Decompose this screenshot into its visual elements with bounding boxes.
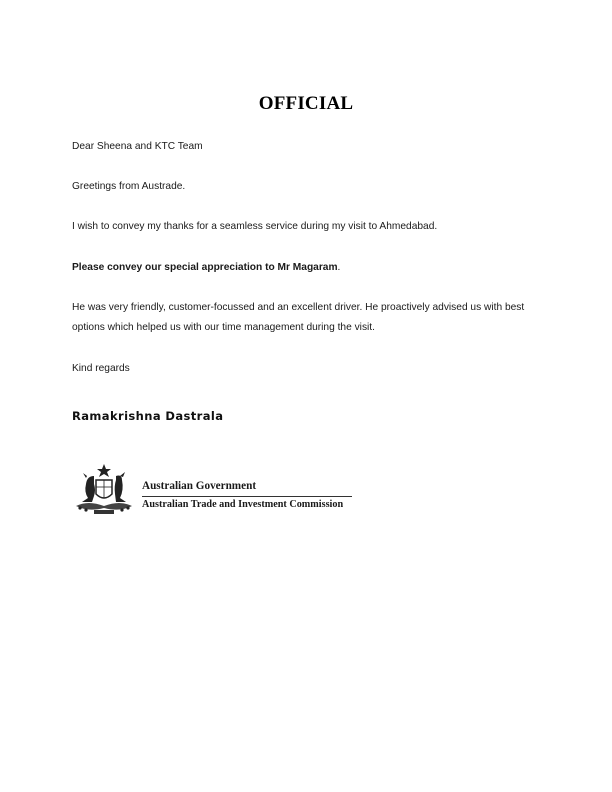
agency-name: Australian Trade and Investment Commission (142, 499, 344, 510)
classification-heading: OFFICIAL (258, 93, 354, 114)
agency-logo (72, 462, 372, 520)
greeting-line: Greetings from Austrade. (72, 181, 186, 192)
appreciation-line (72, 262, 340, 273)
body-line-2: options which helped us with our time management during the visit. (72, 322, 375, 333)
thanks-line: I wish to convey my thanks for a seamless service during my visit to Ahmedabad. (72, 221, 438, 232)
logo-divider (142, 496, 352, 497)
closing-line: Kind regards (72, 363, 130, 374)
salutation: Dear Sheena and KTC Team (72, 141, 203, 152)
signatory-name: Ramakrishna Dastrala (72, 409, 224, 423)
government-name: Australian Government (142, 480, 257, 492)
body-line-1: He was very friendly, customer-focussed and an excellent driver. He proactively advised us with best (72, 302, 525, 313)
appreciation-tail: . (337, 262, 341, 273)
coat-of-arms-icon (72, 462, 136, 518)
appreciation-bold-text: Please convey our special appreciation to Mr Magaram (72, 262, 338, 273)
